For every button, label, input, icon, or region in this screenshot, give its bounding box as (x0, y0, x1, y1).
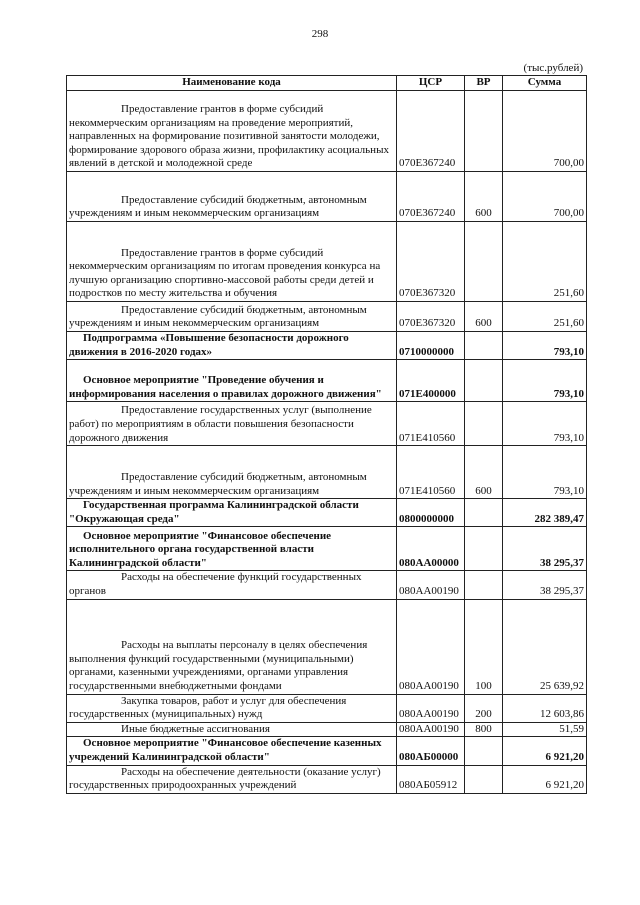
row-vr-code: 600 (465, 446, 503, 499)
table-row (67, 172, 587, 222)
header-csr: ЦСР (397, 76, 465, 91)
table-row (67, 527, 587, 571)
row-sum: 282 389,47 (503, 499, 587, 527)
row-sum: 6 921,20 (503, 765, 587, 793)
row-csr-code: 071Е400000 (397, 360, 465, 402)
row-csr-code: 0800000000 (397, 499, 465, 527)
row-vr-code: 600 (465, 302, 503, 332)
table-row (67, 765, 587, 793)
row-sum: 700,00 (503, 91, 587, 172)
row-vr-code: 600 (465, 172, 503, 222)
row-vr-code (465, 91, 503, 172)
row-sum: 793,10 (503, 402, 587, 446)
table-row (67, 402, 587, 446)
row-name: Предоставление грантов в форме субсидий некоммерческим организациям по итогам проведения конкурса на лучшую организацию спортивно-массовой работы среди детей и подростков по месту жительства и обучения (67, 222, 397, 302)
header-sum: Сумма (503, 76, 587, 91)
row-csr-code: 070Е367320 (397, 302, 465, 332)
table-row (67, 722, 587, 737)
row-name: Закупка товаров, работ и услуг для обеспечения государственных (муниципальных) нужд (67, 694, 397, 722)
row-vr-code (465, 360, 503, 402)
row-name: Иные бюджетные ассигнования (67, 722, 397, 737)
row-csr-code: 080АА00190 (397, 722, 465, 737)
table-row (67, 302, 587, 332)
row-sum: 700,00 (503, 172, 587, 222)
units-label: (тыс.рублей) (523, 62, 583, 74)
row-name: Расходы на обеспечение деятельности (оказание услуг) государственных природоохранных учреждений (67, 765, 397, 793)
row-sum: 793,10 (503, 446, 587, 499)
row-csr-code: 070Е367320 (397, 222, 465, 302)
table-row (67, 360, 587, 402)
row-name: Основное мероприятие "Финансовое обеспечение казенных учреждений Калининградской области" (67, 737, 397, 765)
table-row (67, 737, 587, 765)
budget-table (66, 75, 587, 794)
header-vr: ВР (465, 76, 503, 91)
header-name: Наименование кода (67, 76, 397, 91)
row-name: Предоставление государственных услуг (выполнение работ) по мероприятиям в области повышения безопасности дорожного движения (67, 402, 397, 446)
row-csr-code: 080АА00000 (397, 527, 465, 571)
table-row (67, 694, 587, 722)
row-name: Подпрограмма «Повышение безопасности дорожного движения в 2016-2020 годах» (67, 332, 397, 360)
row-vr-code: 200 (465, 694, 503, 722)
row-csr-code: 080АБ00000 (397, 737, 465, 765)
table-row (67, 499, 587, 527)
row-vr-code (465, 765, 503, 793)
row-sum: 51,59 (503, 722, 587, 737)
row-vr-code (465, 222, 503, 302)
row-sum: 6 921,20 (503, 737, 587, 765)
row-name: Предоставление грантов в форме субсидий некоммерческим организациям на проведение мероприятий, направленных на формирование позитивной занятости молодежи, формирование здорового образа жизни, профилактику асоциальных явлений в детской и молодежной среде (67, 91, 397, 172)
row-sum: 251,60 (503, 222, 587, 302)
row-vr-code (465, 332, 503, 360)
row-csr-code: 080АБ05912 (397, 765, 465, 793)
row-vr-code (465, 402, 503, 446)
row-csr-code: 071Е410560 (397, 446, 465, 499)
row-name: Основное мероприятие "Проведение обучения и информирования населения о правилах дорожного движения" (67, 360, 397, 402)
row-name: Предоставление субсидий бюджетным, автономным учреждениям и иным некоммерческим организациям (67, 172, 397, 222)
row-vr-code (465, 571, 503, 599)
row-sum: 38 295,37 (503, 571, 587, 599)
table-row (67, 332, 587, 360)
row-csr-code: 080АА00190 (397, 694, 465, 722)
row-vr-code (465, 527, 503, 571)
row-name: Предоставление субсидий бюджетным, автономным учреждениям и иным некоммерческим организациям (67, 302, 397, 332)
row-csr-code: 070Е367240 (397, 91, 465, 172)
row-vr-code: 100 (465, 599, 503, 694)
row-csr-code: 071Е410560 (397, 402, 465, 446)
row-name: Государственная программа Калининградской области "Окружающая среда" (67, 499, 397, 527)
table-row (67, 571, 587, 599)
row-sum: 12 603,86 (503, 694, 587, 722)
row-name: Предоставление субсидий бюджетным, автономным учреждениям и иным некоммерческим организациям (67, 446, 397, 499)
row-sum: 793,10 (503, 360, 587, 402)
row-sum: 251,60 (503, 302, 587, 332)
row-vr-code (465, 737, 503, 765)
table-row (67, 599, 587, 694)
row-name: Основное мероприятие "Финансовое обеспечение исполнительного органа государственной власти Калининградской области" (67, 527, 397, 571)
row-csr-code: 080АА00190 (397, 571, 465, 599)
row-csr-code: 070Е367240 (397, 172, 465, 222)
row-name: Расходы на обеспечение функций государственных органов (67, 571, 397, 599)
table-row (67, 91, 587, 172)
table-row (67, 446, 587, 499)
row-csr-code: 080АА00190 (397, 599, 465, 694)
row-sum: 25 639,92 (503, 599, 587, 694)
table-row (67, 222, 587, 302)
row-sum: 793,10 (503, 332, 587, 360)
table-header-row (67, 76, 587, 91)
row-sum: 38 295,37 (503, 527, 587, 571)
row-csr-code: 0710000000 (397, 332, 465, 360)
page-number: 298 (311, 28, 329, 40)
row-name: Расходы на выплаты персоналу в целях обеспечения выполнения функций государственными (муниципальными) органами, казенными учреждениями, органами управления государственными внебюджетными фондами (67, 599, 397, 694)
row-vr-code (465, 499, 503, 527)
row-vr-code: 800 (465, 722, 503, 737)
